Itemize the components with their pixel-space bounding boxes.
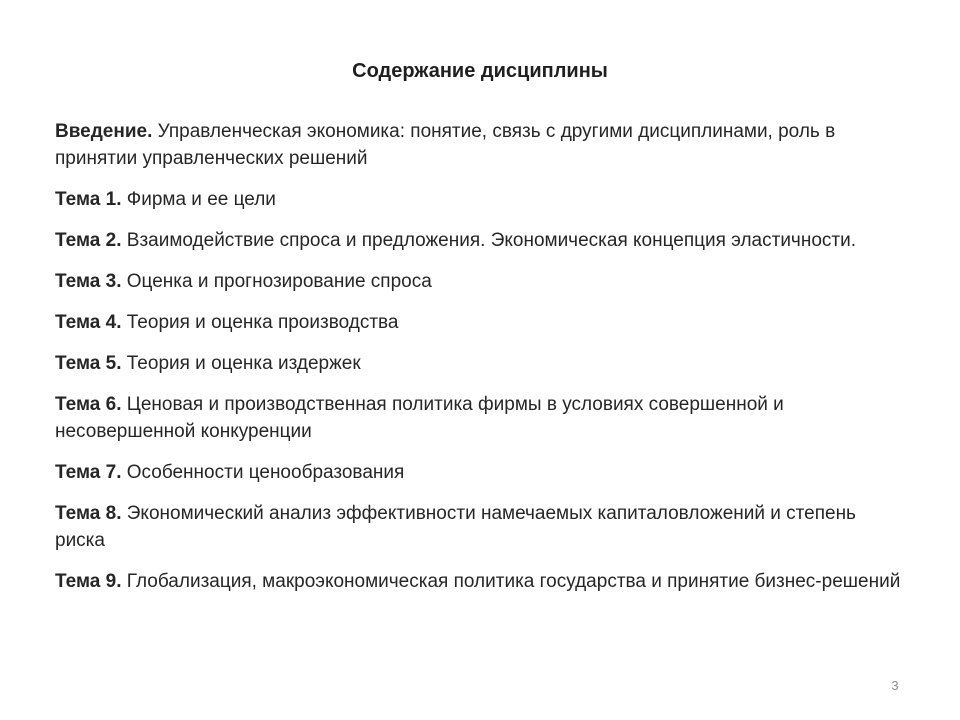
item-text: Взаимодействие спроса и предложения. Экономическая концепция эластичности.	[126, 230, 856, 251]
list-item-topic-8	[55, 500, 905, 554]
list-item-topic-4	[55, 309, 905, 336]
list-item-topic-9	[55, 568, 905, 595]
list-item-topic-6	[55, 391, 905, 445]
item-text: Теория и оценка производства	[126, 312, 399, 333]
page-number: 3	[891, 678, 899, 693]
item-text: Теория и оценка издержек	[126, 353, 361, 374]
item-text: Экономический анализ эффективности намечаемых капиталовложений и степень риска	[55, 503, 856, 551]
item-label: Тема 4.	[55, 312, 122, 333]
item-text: Фирма и ее цели	[126, 189, 276, 210]
item-text: Особенности ценообразования	[126, 462, 405, 483]
list-item-topic-2	[55, 227, 905, 254]
list-item-topic-3	[55, 268, 905, 295]
item-label: Тема 6.	[55, 394, 122, 415]
list-item-topic-5	[55, 350, 905, 377]
item-label: Тема 8.	[55, 503, 122, 524]
list-item-topic-1	[55, 186, 905, 213]
item-text: Оценка и прогнозирование спроса	[126, 271, 432, 292]
item-label: Тема 1.	[55, 189, 122, 210]
item-text: Управленческая экономика: понятие, связь с другими дисциплинами, роль в принятии управленческих решений	[55, 121, 836, 169]
item-label: Введение.	[55, 121, 153, 142]
item-label: Тема 3.	[55, 271, 122, 292]
item-label: Тема 2.	[55, 230, 122, 251]
item-text: Ценовая и производственная политика фирмы в условиях совершенной и несовершенной конкуренции	[55, 394, 784, 442]
item-label: Тема 9.	[55, 571, 122, 592]
item-label: Тема 7.	[55, 462, 122, 483]
slide-title: Содержание дисциплины	[352, 60, 608, 82]
list-item-topic-7	[55, 459, 905, 486]
list-item-intro	[55, 118, 905, 172]
item-label: Тема 5.	[55, 353, 122, 374]
topics-list	[55, 118, 905, 609]
item-text: Глобализация, макроэкономическая политика государства и принятие бизнес-решений	[126, 571, 901, 592]
